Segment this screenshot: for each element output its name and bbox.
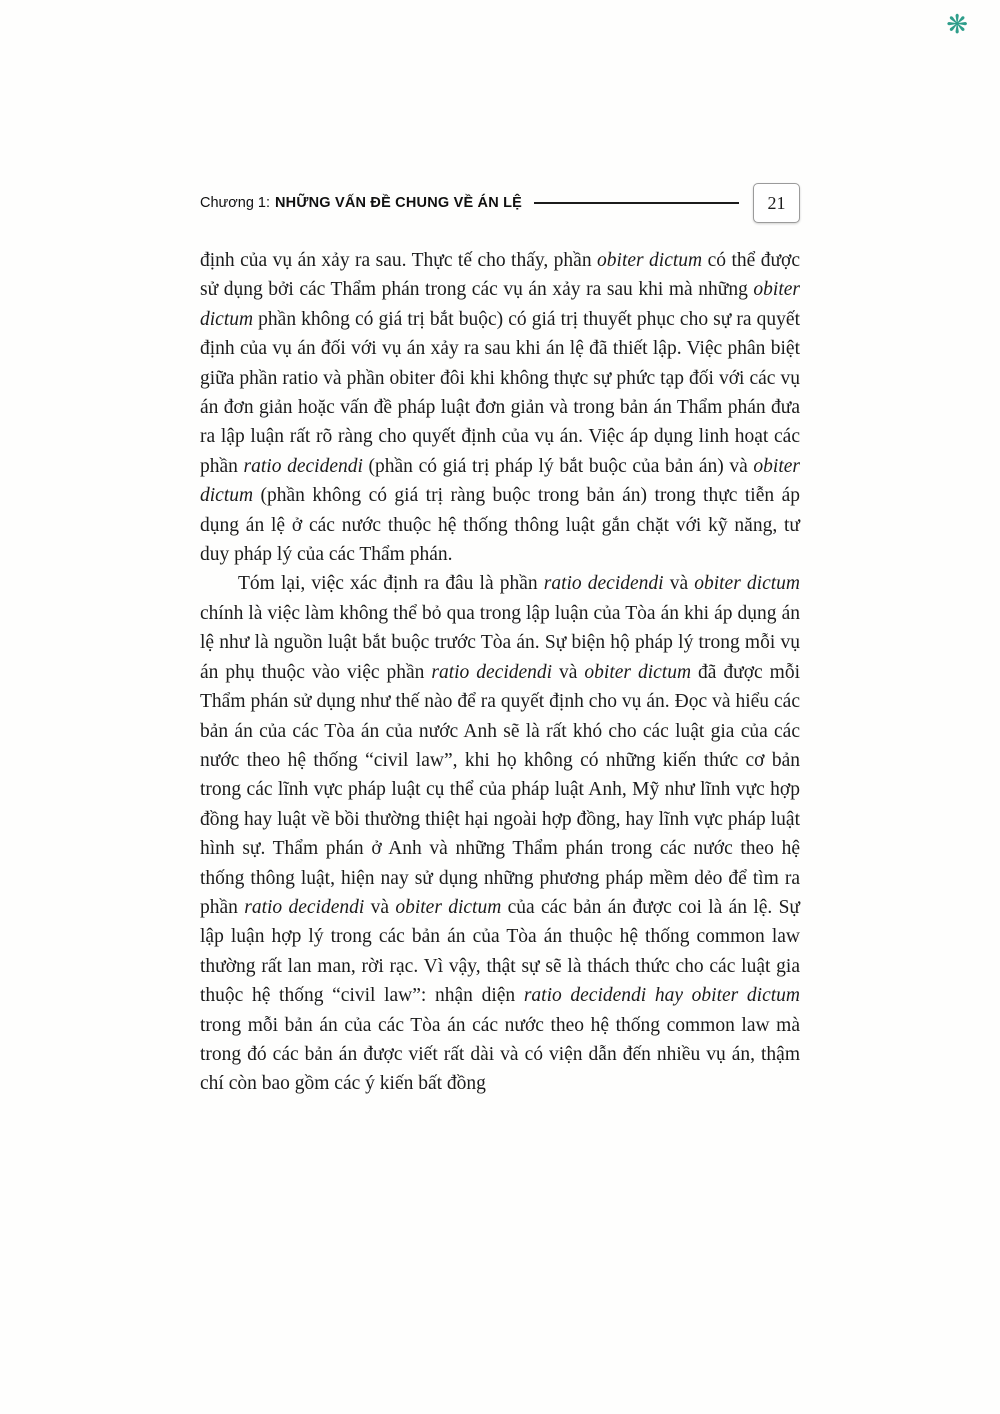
text-run: định của vụ án xảy ra sau. Thực tế cho thấy, phần — [200, 250, 598, 271]
text-run: phần không có giá trị bắt buộc) có giá trị thuyết phục cho sự ra quyết định của vụ án đối với vụ án xảy ra sau khi án lệ đã thiết lập. Việc phân biệt giữa phần ratio và phần obiter đôi khi không thực sự phức tạp đối với các vụ án đơn giản hoặc vấn đề pháp luật đơn giản và trong bản án Thẩm phán đưa ra lập luận rất rõ ràng cho quyết định của vụ án. Việc áp dụng linh hoạt các phần — [200, 308, 800, 477]
text-run: có thể được sử dụng bởi các Thẩm phán trong các vụ án xảy ra sau khi mà những — [200, 250, 800, 301]
italic-term: obiter dictum — [395, 896, 502, 918]
text-run: và — [663, 573, 695, 595]
italic-term: ratio decidendi — [244, 896, 365, 918]
chapter-title: NHỮNG VẤN ĐỀ CHUNG VỀ ÁN LỆ — [275, 195, 523, 211]
italic-term: ratio decidendi — [243, 455, 363, 477]
italic-term: ratio decidendi — [431, 661, 553, 683]
italic-term: obiter dictum — [597, 250, 703, 271]
text-run: và — [552, 661, 585, 683]
flower-ornament-icon: ❋ — [946, 10, 968, 40]
text-run: và — [364, 896, 396, 918]
italic-term: ratio decidendi — [543, 573, 664, 595]
header-rule — [534, 202, 739, 204]
text-run: (phần có giá trị pháp lý bắt buộc của bản án) và — [362, 455, 754, 477]
page-number: 21 — [767, 192, 786, 213]
italic-term: obiter dictum — [200, 455, 800, 507]
chapter-heading — [200, 194, 522, 212]
running-header — [200, 183, 800, 223]
page-number-box — [753, 183, 800, 223]
text-run: chính là việc làm không thể bỏ qua trong lập luận của Tòa án khi áp dụng án lệ như là nguồn luật bắt buộc trước Tòa án. Sự biện hộ pháp lý trong mỗi vụ án phụ thuộc vào việc phần — [200, 602, 800, 683]
italic-term: obiter dictum — [584, 661, 692, 683]
italic-term: obiter dictum — [200, 279, 800, 330]
italic-term: obiter dictum — [694, 573, 800, 595]
page-body — [200, 246, 800, 1099]
paragraph — [200, 569, 800, 1098]
text-run: Tóm lại, việc xác định ra đâu là phần — [238, 573, 544, 595]
text-run: trong mỗi bản án của các Tòa án các nước theo hệ thống common law mà trong đó các bản án được viết rất dài và có viện dẫn đến nhiều vụ án, thậm chí còn bao gồm các ý kiến bất đồng — [200, 1014, 800, 1095]
text-run: (phần không có giá trị ràng buộc trong bản án) trong thực tiễn áp dụng án lệ ở các nước thuộc hệ thống thông luật gắn chặt với kỹ năng, tư duy pháp lý của các Thẩm phán. — [200, 485, 800, 566]
chapter-prefix: Chương 1: — [200, 195, 271, 211]
text-run: đã được mỗi Thẩm phán sử dụng như thế nào để ra quyết định cho vụ án. Đọc và hiểu các bản án của các Tòa án của nước Anh sẽ là rất khó cho các luật gia của các nước theo hệ thống “civil law”, khi họ không có những kiến thức cơ bản trong các lĩnh vực pháp luật cụ thể của pháp luật Anh, Mỹ như lĩnh vực hợp đồng hay luật về bồi thường thiệt hại ngoài hợp đồng, hay lĩnh vực pháp luật hình sự. Thẩm phán ở Anh và những Thẩm phán trong các nước theo hệ thống thông luật, hiện nay sử dụng những phương pháp mềm dẻo để tìm ra phần — [200, 661, 801, 918]
paragraph — [200, 246, 800, 569]
text-run: của các bản án được coi là án lệ. Sự lập luận hợp lý trong các bản án của Tòa án thuộc hệ thống common law thường rất lan man, rời rạc. Vì vậy, thật sự sẽ là thách thức cho các luật gia thuộc hệ thống “civil law”: nhận diện — [200, 896, 800, 1007]
italic-term: ratio decidendi hay obiter dictum — [523, 985, 800, 1007]
